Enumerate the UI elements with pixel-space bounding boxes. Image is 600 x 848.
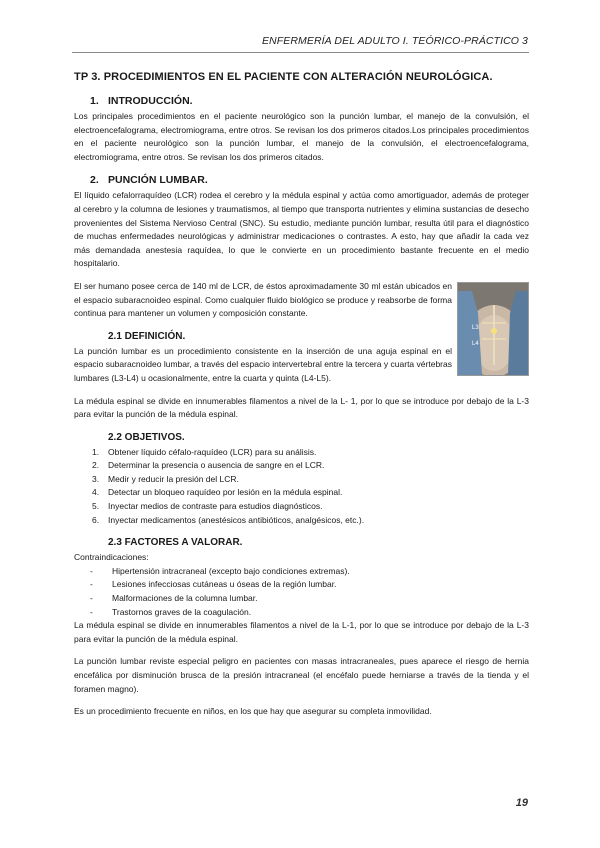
running-header: ENFERMERÍA DEL ADULTO I. TEÓRICO-PRÁCTICO 3 [261,35,528,47]
list-item [92,446,529,460]
list-item: - Trastornos graves de la coagulación. [90,606,252,617]
list-number: 1. [92,446,100,457]
subsection-heading-factores: 2.3 FACTORES A VALORAR. [108,537,243,549]
float-block [74,280,529,386]
list-text: Medir y reducir la presión del LCR. [108,473,239,484]
objetivos-list [92,446,529,528]
section-number: 2. [90,174,99,187]
list-text: Trastornos graves de la coagulación. [112,606,252,617]
list-item [92,500,529,514]
l4-label: L4 [472,340,479,347]
list-item: - Malformaciones de la columna lumbar. [90,593,258,604]
contraindicaciones-label: Contraindicaciones: [74,552,149,563]
list-number: 5. [92,501,100,512]
list-number: 2. [92,460,100,471]
list-text: Inyectar medicamentos (anestésicos antibióticos, analgésicos, etc.). [108,514,365,525]
list-number: 4. [92,487,100,498]
subsection-heading-definicion: 2.1 DEFINICIÓN. [108,330,186,342]
list-text: Hipertensión intracraneal (excepto bajo condiciones extremas). [112,565,350,576]
l3-label: L3 [472,324,479,331]
list-text: Malformaciones de la columna lumbar. [112,593,258,604]
section-heading-introduccion [90,94,529,108]
puncion-paragraph: El líquido cefalorraquídeo (LCR) rodea el cerebro y la médula espinal y actúa como amortiguador, además de proteger al cerebro y la columna de lesiones y traumatismos, al tiempo que transporta nutrientes y elimina sustancias de desecho provenientes del Sistema Nervioso Central (SNC). Su estudio, mediante punción lumbar, resulta útil para el diagnóstico de muchas enfermedades neurológicas y administrar medicaciones o contrastes. A esto, hay que añadir la cada vez más demandada anestesia raquídea, lo que le convierte en un procedimiento bastante frecuente en el medio hospitalario. [74,190,529,269]
subsection-heading-objetivos: 2.2 OBJETIVOS. [108,431,185,443]
factores-paragraph-2: La punción lumbar reviste especial peligro en pacientes con masas intracraneales, pues aparece el riesgo de hernia encefálica por disminución brusca de la presión intracraneal (el encéfalo puede herniarse a través de la tienda y el foramen magno). [74,656,529,694]
intro-paragraph: Los principales procedimientos en el paciente neurológico son la punción lumbar, el manejo de la convulsión, el electroencefalograma, electromiograma, entre otros. Se revisan los dos primeros citados.Los principales procedimientos en el paciente neurológico son la punción lumbar, el manejo de la convulsión, el electroencefalograma, electromiograma, entre otros. Se revisan los dos primeros citados. [74,111,529,162]
list-item [92,473,529,487]
list-item [92,486,529,500]
page-number: 19 [515,797,528,809]
lumbar-puncture-photo [457,282,529,376]
document-title: TP 3. PROCEDIMIENTOS EN EL PACIENTE CON ALTERACIÓN NEUROLÓGICA. [74,71,493,83]
list-number: 3. [92,473,100,484]
list-text: Detectar un bloqueo raquídeo por lesión en la médula espinal. [108,487,343,498]
definicion-paragraph: La punción lumbar es un procedimiento consistente en la inserción de una aguja espinal en el espacio subaracnoideo lumbar, a través del espacio intervertebral entre la tercera y cuarta vértebras lumbares (L3-L4) u ocasionalmente, entre la cuarta y quinta (L4-L5). [74,345,452,383]
lumbar-photo-graphic [458,283,528,375]
puncion-paragraph-2: El ser humano posee cerca de 140 ml de LCR, de éstos aproximadamente 30 ml están ubicados en el espacio subaracnoideo espinal. Como cualquier fluido biológico se produce y reabsorbe de forma continua para mantener un volumen y composición constante. [74,280,452,319]
factores-paragraph-3: Es un procedimiento frecuente en niños, en los que hay que asegurar su completa inmovilidad. [74,706,432,717]
header-rule [72,52,529,53]
list-text: Lesiones infecciosas cutáneas u óseas de la región lumbar. [112,579,337,590]
section-heading-puncion [90,173,529,187]
section-title: PUNCIÓN LUMBAR. [108,174,208,187]
list-item: - Hipertensión intracraneal (excepto bajo condiciones extremas). [90,565,350,576]
section-title: INTRODUCCIÓN. [108,95,193,107]
list-item [92,514,529,528]
list-text: Determinar la presencia o ausencia de sangre en el LCR. [108,460,325,471]
factores-paragraph-1: La médula espinal se divide en innumerables filamentos a nivel de la L-1, por lo que se introduce por debajo de la L-3 para evitar la punción de la médula espinal. [74,620,529,644]
page-content [74,70,529,719]
list-number: 6. [92,514,100,525]
section-number: 1. [90,95,99,107]
definicion-paragraph-2: La médula espinal se divide en innumerables filamentos a nivel de la L- 1, por lo que se introduce por debajo de la L-3 para evitar la punción de la médula espinal. [74,395,529,420]
contraindicaciones-list [90,565,529,619]
list-item: - Lesiones infecciosas cutáneas u óseas de la región lumbar. [90,579,337,590]
list-text: Inyectar medios de contraste para estudios diagnósticos. [108,501,323,512]
list-text: Obtener líquido céfalo-raquídeo (LCR) para su análisis. [108,446,317,457]
list-item [92,459,529,473]
